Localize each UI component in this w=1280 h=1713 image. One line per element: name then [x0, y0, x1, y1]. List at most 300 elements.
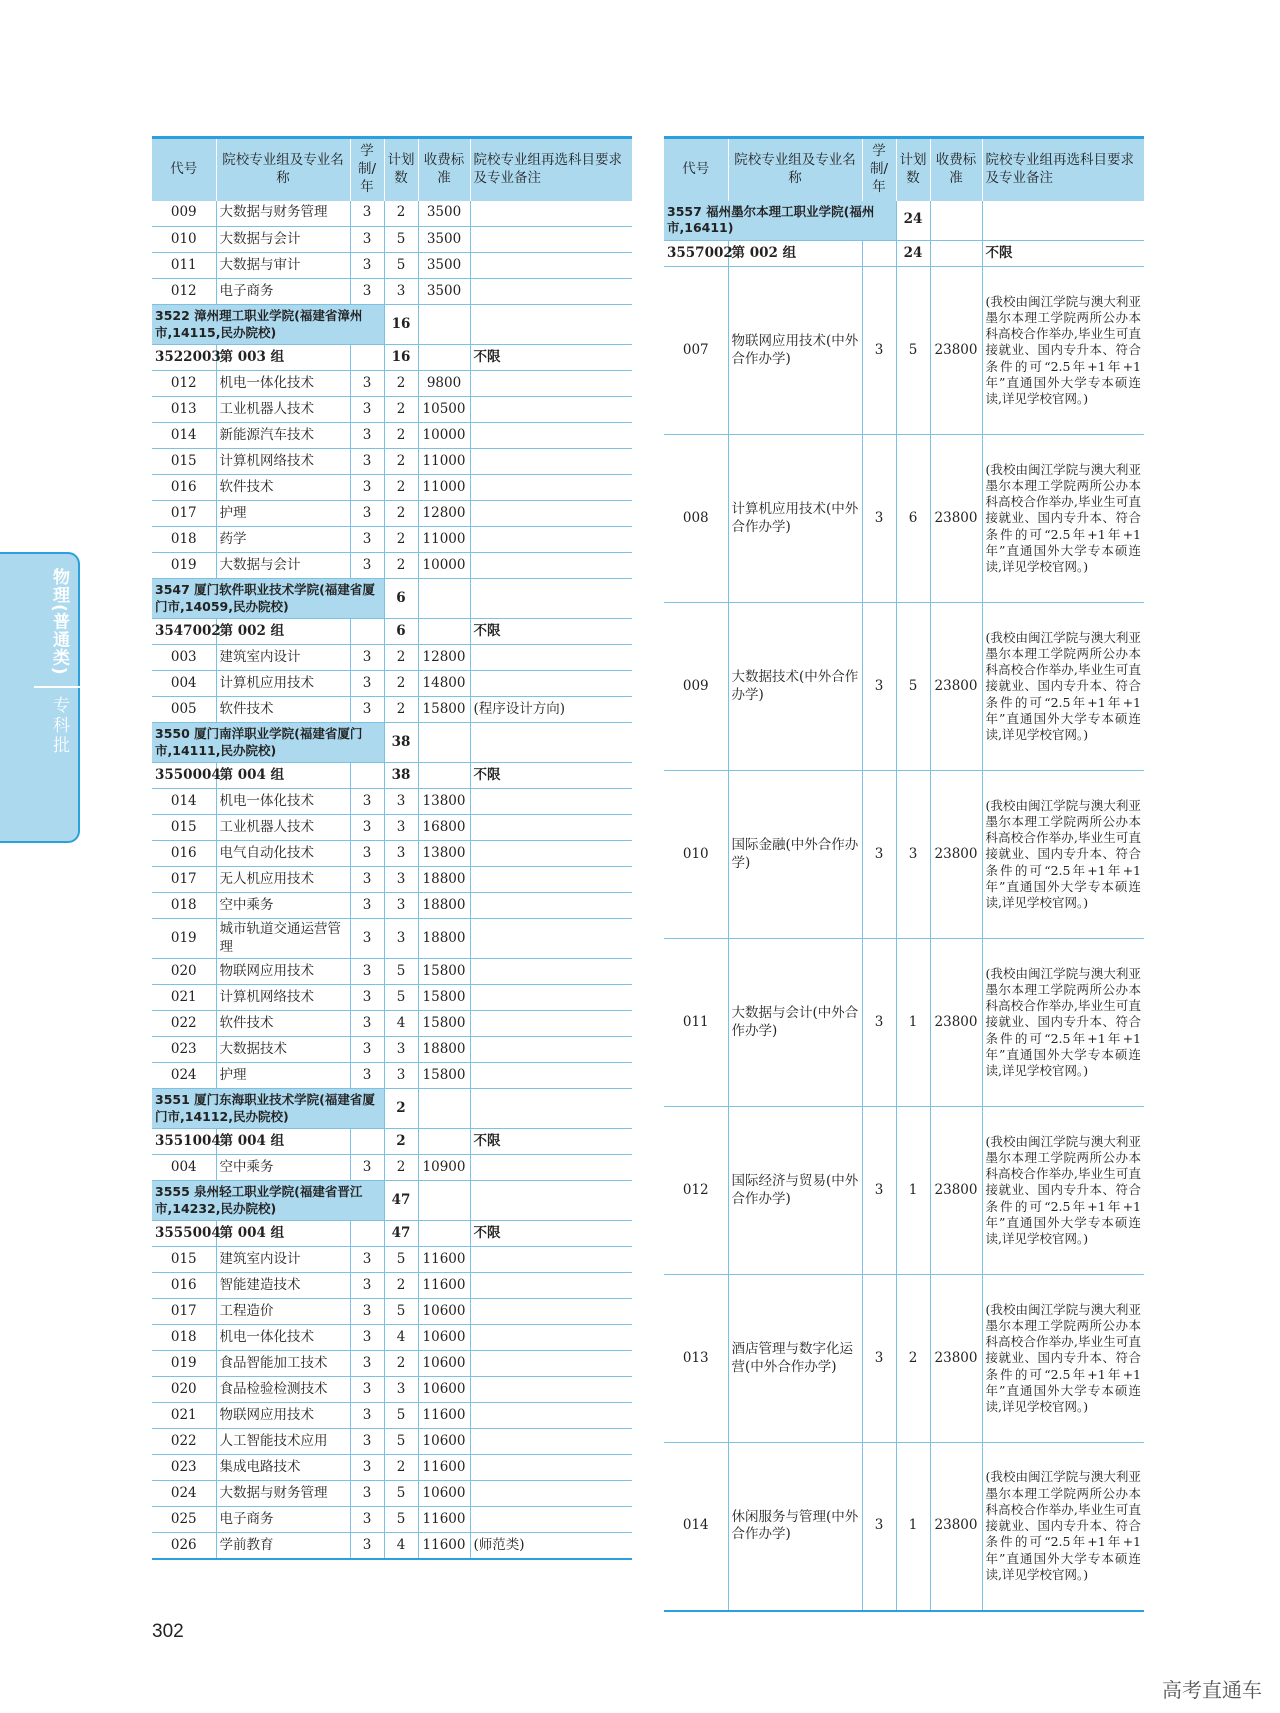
major-name: 工业机器人技术	[216, 397, 350, 423]
major-row	[152, 1429, 632, 1455]
right-table-body	[664, 201, 1144, 1611]
major-remark	[470, 1377, 632, 1403]
major-row	[664, 267, 1144, 435]
left-table-body	[152, 201, 632, 1559]
years-cell: 3	[350, 1455, 384, 1481]
school-name: 3547 厦门软件职业技术学院(福建省厦门市,14059,民办院校)	[152, 579, 384, 619]
years-cell: 3	[350, 1011, 384, 1037]
plan-count: 2	[384, 501, 418, 527]
fee-cell: 10600	[418, 1377, 470, 1403]
group-row	[152, 1221, 632, 1247]
years-cell	[350, 1129, 384, 1155]
plan-count: 38	[384, 763, 418, 789]
fee-cell	[418, 345, 470, 371]
fee-cell: 11600	[418, 1455, 470, 1481]
fee-cell: 23800	[930, 1275, 982, 1443]
major-name: 国际经济与贸易(中外合作办学)	[728, 1107, 862, 1275]
major-name: 软件技术	[216, 1011, 350, 1037]
major-name: 大数据技术	[216, 1037, 350, 1063]
subject-requirement: 不限	[470, 619, 632, 645]
major-remark	[470, 841, 632, 867]
major-code: 025	[152, 1507, 216, 1533]
major-row	[152, 671, 632, 697]
group-name: 第 004 组	[216, 763, 350, 789]
fee-cell	[418, 1221, 470, 1247]
major-row	[152, 423, 632, 449]
plan-count: 2	[384, 371, 418, 397]
major-name: 国际金融(中外合作办学)	[728, 771, 862, 939]
major-name: 大数据与财务管理	[216, 1481, 350, 1507]
major-row	[152, 1377, 632, 1403]
major-code: 012	[664, 1107, 728, 1275]
fee-cell: 11600	[418, 1247, 470, 1273]
major-name: 食品智能加工技术	[216, 1351, 350, 1377]
years-cell: 3	[350, 671, 384, 697]
major-name: 智能建造技术	[216, 1273, 350, 1299]
header-code: 代号	[664, 138, 728, 201]
plan-count: 4	[384, 1325, 418, 1351]
fee-cell: 15800	[418, 985, 470, 1011]
major-remark	[470, 423, 632, 449]
major-name: 机电一体化技术	[216, 789, 350, 815]
school-row	[152, 579, 632, 619]
major-code: 021	[152, 1403, 216, 1429]
header-plan: 计划数	[896, 138, 930, 201]
major-row	[152, 527, 632, 553]
school-row	[152, 1181, 632, 1221]
years-cell: 3	[350, 1325, 384, 1351]
major-remark	[470, 253, 632, 279]
fee-cell: 11600	[418, 1507, 470, 1533]
years-cell: 3	[350, 1507, 384, 1533]
major-remark: (我校由闽江学院与澳大利亚墨尔本理工学院两所公办本科高校合作举办,毕业生可直接就业、国内专升本、符合条件的可“2.5年+1年+1年”直通国外大学专本硕连读,详见学校官网。)	[982, 603, 1144, 771]
fee-cell: 12800	[418, 501, 470, 527]
plan-count: 2	[384, 553, 418, 579]
group-name: 第 004 组	[216, 1221, 350, 1247]
major-remark	[470, 789, 632, 815]
years-cell: 3	[350, 815, 384, 841]
years-cell: 3	[350, 1299, 384, 1325]
major-name: 城市轨道交通运营管理	[216, 919, 350, 959]
major-code: 016	[152, 475, 216, 501]
major-name: 计算机应用技术(中外合作办学)	[728, 435, 862, 603]
major-code: 015	[152, 815, 216, 841]
fee-cell: 3500	[418, 253, 470, 279]
major-name: 软件技术	[216, 475, 350, 501]
major-remark	[470, 449, 632, 475]
major-row	[152, 501, 632, 527]
plan-count: 2	[384, 201, 418, 227]
fee-cell: 11600	[418, 1403, 470, 1429]
plan-count: 5	[896, 603, 930, 771]
major-code: 018	[152, 893, 216, 919]
major-name: 电气自动化技术	[216, 841, 350, 867]
plan-count: 16	[384, 345, 418, 371]
years-cell: 3	[350, 501, 384, 527]
plan-count: 2	[384, 697, 418, 723]
fee-cell: 10600	[418, 1299, 470, 1325]
plan-count: 4	[384, 1011, 418, 1037]
major-name: 大数据与财务管理	[216, 201, 350, 227]
fee-cell	[418, 723, 470, 763]
plan-count: 2	[384, 475, 418, 501]
major-code: 011	[152, 253, 216, 279]
group-code: 3551004	[152, 1129, 216, 1155]
major-name: 建筑室内设计	[216, 645, 350, 671]
school-name: 3555 泉州轻工职业学院(福建省晋江市,14232,民办院校)	[152, 1181, 384, 1221]
fee-cell: 12800	[418, 645, 470, 671]
years-cell: 3	[350, 697, 384, 723]
years-cell: 3	[862, 435, 896, 603]
remark-cell	[470, 579, 632, 619]
major-remark	[470, 227, 632, 253]
remark-cell	[982, 201, 1144, 241]
years-cell: 3	[350, 1155, 384, 1181]
fee-cell: 23800	[930, 267, 982, 435]
years-cell	[350, 1221, 384, 1247]
plan-count: 3	[384, 893, 418, 919]
plan-count: 4	[384, 1533, 418, 1559]
plan-count: 3	[384, 919, 418, 959]
major-name: 电子商务	[216, 1507, 350, 1533]
major-code: 018	[152, 527, 216, 553]
major-remark	[470, 201, 632, 227]
major-name: 工程造价	[216, 1299, 350, 1325]
fee-cell: 3500	[418, 227, 470, 253]
major-row	[152, 1455, 632, 1481]
major-row	[152, 893, 632, 919]
side-tab-batch: 专科批	[49, 696, 69, 756]
fee-cell: 10000	[418, 423, 470, 449]
plan-count: 47	[384, 1181, 418, 1221]
major-row	[152, 1273, 632, 1299]
major-code: 013	[664, 1275, 728, 1443]
plan-count: 1	[896, 1443, 930, 1611]
page-number: 302	[152, 1621, 184, 1642]
fee-cell	[418, 579, 470, 619]
years-cell: 3	[862, 267, 896, 435]
major-name: 药学	[216, 527, 350, 553]
years-cell: 3	[350, 919, 384, 959]
major-remark	[470, 645, 632, 671]
major-row	[664, 939, 1144, 1107]
years-cell: 3	[350, 1481, 384, 1507]
major-remark	[470, 1037, 632, 1063]
major-remark	[470, 371, 632, 397]
fee-cell: 18800	[418, 867, 470, 893]
plan-count: 3	[384, 841, 418, 867]
major-code: 019	[152, 1351, 216, 1377]
plan-count: 3	[384, 1037, 418, 1063]
fee-cell: 15800	[418, 1011, 470, 1037]
major-remark	[470, 1247, 632, 1273]
major-row	[664, 771, 1144, 939]
years-cell	[862, 241, 896, 267]
fee-cell: 23800	[930, 1443, 982, 1611]
years-cell: 3	[350, 1377, 384, 1403]
major-remark: (我校由闽江学院与澳大利亚墨尔本理工学院两所公办本科高校合作举办,毕业生可直接就业、国内专升本、符合条件的可“2.5年+1年+1年”直通国外大学专本硕连读,详见学校官网。)	[982, 435, 1144, 603]
major-name: 物联网应用技术	[216, 1403, 350, 1429]
group-code: 3547002	[152, 619, 216, 645]
major-remark	[470, 1455, 632, 1481]
group-code: 3555004	[152, 1221, 216, 1247]
header-remarks: 院校专业组再选科目要求及专业备注	[470, 138, 632, 201]
major-row	[152, 397, 632, 423]
major-code: 023	[152, 1037, 216, 1063]
fee-cell: 11600	[418, 1273, 470, 1299]
right-admission-table	[664, 136, 1144, 1612]
major-row	[152, 1325, 632, 1351]
major-remark	[470, 867, 632, 893]
years-cell: 3	[350, 201, 384, 227]
fee-cell: 23800	[930, 603, 982, 771]
group-name: 第 004 组	[216, 1129, 350, 1155]
plan-count: 3	[384, 867, 418, 893]
major-remark: (我校由闽江学院与澳大利亚墨尔本理工学院两所公办本科高校合作举办,毕业生可直接就业、国内专升本、符合条件的可“2.5年+1年+1年”直通国外大学专本硕连读,详见学校官网。)	[982, 771, 1144, 939]
years-cell: 3	[350, 1247, 384, 1273]
major-row	[152, 1011, 632, 1037]
major-row	[152, 919, 632, 959]
header-code: 代号	[152, 138, 216, 201]
major-remark	[470, 959, 632, 985]
fee-cell: 13800	[418, 789, 470, 815]
group-name: 第 002 组	[728, 241, 862, 267]
major-row	[152, 371, 632, 397]
plan-count: 2	[384, 449, 418, 475]
years-cell: 3	[862, 603, 896, 771]
major-name: 建筑室内设计	[216, 1247, 350, 1273]
group-row	[152, 1129, 632, 1155]
major-remark	[470, 1011, 632, 1037]
fee-cell: 18800	[418, 893, 470, 919]
plan-count: 3	[384, 1063, 418, 1089]
plan-count: 3	[896, 771, 930, 939]
plan-count: 24	[896, 201, 930, 241]
plan-count: 5	[384, 1403, 418, 1429]
major-row	[152, 1155, 632, 1181]
remark-cell	[470, 1089, 632, 1129]
subject-requirement: 不限	[470, 345, 632, 371]
major-code: 017	[152, 1299, 216, 1325]
major-name: 大数据与会计	[216, 553, 350, 579]
major-code: 010	[152, 227, 216, 253]
fee-cell: 16800	[418, 815, 470, 841]
header-years: 学制/年	[350, 138, 384, 201]
major-remark: (师范类)	[470, 1533, 632, 1559]
group-row	[152, 345, 632, 371]
left-admission-table	[152, 136, 632, 1560]
major-code: 019	[152, 553, 216, 579]
major-name: 机电一体化技术	[216, 1325, 350, 1351]
remark-cell	[470, 723, 632, 763]
major-remark	[470, 1063, 632, 1089]
major-name: 大数据与审计	[216, 253, 350, 279]
major-code: 004	[152, 1155, 216, 1181]
plan-count: 3	[384, 815, 418, 841]
years-cell: 3	[350, 1533, 384, 1559]
major-row	[664, 1275, 1144, 1443]
fee-cell: 15800	[418, 1063, 470, 1089]
fee-cell: 9800	[418, 371, 470, 397]
school-name: 3557 福州墨尔本理工职业学院(福州市,16411)	[664, 201, 896, 241]
table-header-row	[152, 138, 632, 201]
plan-count: 5	[384, 985, 418, 1011]
major-remark	[470, 815, 632, 841]
major-code: 013	[152, 397, 216, 423]
group-code: 3550004	[152, 763, 216, 789]
major-code: 003	[152, 645, 216, 671]
major-code: 021	[152, 985, 216, 1011]
major-code: 008	[664, 435, 728, 603]
major-code: 019	[152, 919, 216, 959]
major-row	[664, 435, 1144, 603]
major-code: 015	[152, 449, 216, 475]
years-cell: 3	[350, 789, 384, 815]
fee-cell: 10600	[418, 1429, 470, 1455]
major-code: 011	[664, 939, 728, 1107]
plan-count: 2	[384, 1129, 418, 1155]
major-row	[152, 1533, 632, 1559]
major-code: 017	[152, 867, 216, 893]
major-name: 工业机器人技术	[216, 815, 350, 841]
years-cell: 3	[350, 841, 384, 867]
major-name: 物联网应用技术(中外合作办学)	[728, 267, 862, 435]
major-remark: (我校由闽江学院与澳大利亚墨尔本理工学院两所公办本科高校合作举办,毕业生可直接就业、国内专升本、符合条件的可“2.5年+1年+1年”直通国外大学专本硕连读,详见学校官网。)	[982, 939, 1144, 1107]
major-row	[152, 279, 632, 305]
major-code: 012	[152, 279, 216, 305]
header-remarks: 院校专业组再选科目要求及专业备注	[982, 138, 1144, 201]
plan-count: 2	[384, 1455, 418, 1481]
years-cell: 3	[350, 1429, 384, 1455]
major-code: 020	[152, 1377, 216, 1403]
group-code: 3522003	[152, 345, 216, 371]
subject-requirement: 不限	[470, 1129, 632, 1155]
years-cell: 3	[350, 527, 384, 553]
plan-count: 3	[384, 789, 418, 815]
major-row	[664, 1443, 1144, 1611]
major-remark	[470, 1429, 632, 1455]
major-name: 软件技术	[216, 697, 350, 723]
major-name: 人工智能技术应用	[216, 1429, 350, 1455]
fee-cell	[418, 1181, 470, 1221]
major-remark	[470, 1351, 632, 1377]
plan-count: 5	[384, 959, 418, 985]
years-cell: 3	[350, 985, 384, 1011]
major-name: 空中乘务	[216, 893, 350, 919]
fee-cell: 18800	[418, 1037, 470, 1063]
major-name: 学前教育	[216, 1533, 350, 1559]
major-remark	[470, 1299, 632, 1325]
plan-count: 16	[384, 305, 418, 345]
major-name: 机电一体化技术	[216, 371, 350, 397]
major-row	[152, 201, 632, 227]
school-row	[664, 201, 1144, 241]
major-code: 024	[152, 1063, 216, 1089]
plan-count: 2	[384, 423, 418, 449]
major-row	[152, 1299, 632, 1325]
header-years: 学制/年	[862, 138, 896, 201]
school-name: 3522 漳州理工职业学院(福建省漳州市,14115,民办院校)	[152, 305, 384, 345]
fee-cell: 10500	[418, 397, 470, 423]
major-name: 大数据技术(中外合作办学)	[728, 603, 862, 771]
major-remark: (我校由闽江学院与澳大利亚墨尔本理工学院两所公办本科高校合作举办,毕业生可直接就业、国内专升本、符合条件的可“2.5年+1年+1年”直通国外大学专本硕连读,详见学校官网。)	[982, 1107, 1144, 1275]
major-remark	[470, 553, 632, 579]
major-name: 空中乘务	[216, 1155, 350, 1181]
major-remark: (我校由闽江学院与澳大利亚墨尔本理工学院两所公办本科高校合作举办,毕业生可直接就业、国内专升本、符合条件的可“2.5年+1年+1年”直通国外大学专本硕连读,详见学校官网。)	[982, 267, 1144, 435]
years-cell: 3	[350, 279, 384, 305]
plan-count: 2	[384, 397, 418, 423]
header-fee: 收费标准	[930, 138, 982, 201]
group-name: 第 002 组	[216, 619, 350, 645]
plan-count: 5	[384, 1507, 418, 1533]
major-code: 014	[664, 1443, 728, 1611]
fee-cell: 10600	[418, 1351, 470, 1377]
major-row	[152, 449, 632, 475]
major-remark	[470, 671, 632, 697]
major-row	[664, 603, 1144, 771]
years-cell: 3	[350, 959, 384, 985]
fee-cell: 23800	[930, 435, 982, 603]
fee-cell	[418, 619, 470, 645]
plan-count: 6	[384, 619, 418, 645]
major-name: 护理	[216, 1063, 350, 1089]
years-cell: 3	[350, 227, 384, 253]
major-row	[152, 985, 632, 1011]
subject-requirement: 不限	[470, 763, 632, 789]
major-row	[152, 1403, 632, 1429]
plan-count: 3	[384, 1377, 418, 1403]
major-name: 计算机网络技术	[216, 985, 350, 1011]
years-cell	[350, 619, 384, 645]
group-name: 第 003 组	[216, 345, 350, 371]
major-row	[152, 867, 632, 893]
major-code: 016	[152, 841, 216, 867]
fee-cell	[418, 305, 470, 345]
major-remark	[470, 527, 632, 553]
side-tab-category: 物理(普通类)	[49, 568, 69, 676]
header-fee: 收费标准	[418, 138, 470, 201]
major-name: 食品检验检测技术	[216, 1377, 350, 1403]
major-remark	[470, 279, 632, 305]
years-cell: 3	[350, 1273, 384, 1299]
fee-cell: 3500	[418, 279, 470, 305]
years-cell: 3	[350, 645, 384, 671]
school-name: 3551 厦门东海职业技术学院(福建省厦门市,14112,民办院校)	[152, 1089, 384, 1129]
years-cell: 3	[862, 1443, 896, 1611]
major-code: 007	[664, 267, 728, 435]
fee-cell: 10600	[418, 1325, 470, 1351]
major-name: 大数据与会计	[216, 227, 350, 253]
years-cell: 3	[350, 253, 384, 279]
major-code: 009	[664, 603, 728, 771]
fee-cell: 10600	[418, 1481, 470, 1507]
fee-cell	[930, 241, 982, 267]
major-code: 010	[664, 771, 728, 939]
major-row	[152, 1063, 632, 1089]
fee-cell: 10000	[418, 553, 470, 579]
major-code: 004	[152, 671, 216, 697]
years-cell: 3	[862, 1107, 896, 1275]
years-cell: 3	[350, 449, 384, 475]
remark-cell	[470, 1181, 632, 1221]
plan-count: 6	[896, 435, 930, 603]
major-remark	[470, 501, 632, 527]
years-cell: 3	[862, 1275, 896, 1443]
subject-requirement: 不限	[982, 241, 1144, 267]
years-cell: 3	[350, 1063, 384, 1089]
plan-count: 5	[384, 1247, 418, 1273]
major-row	[152, 1351, 632, 1377]
